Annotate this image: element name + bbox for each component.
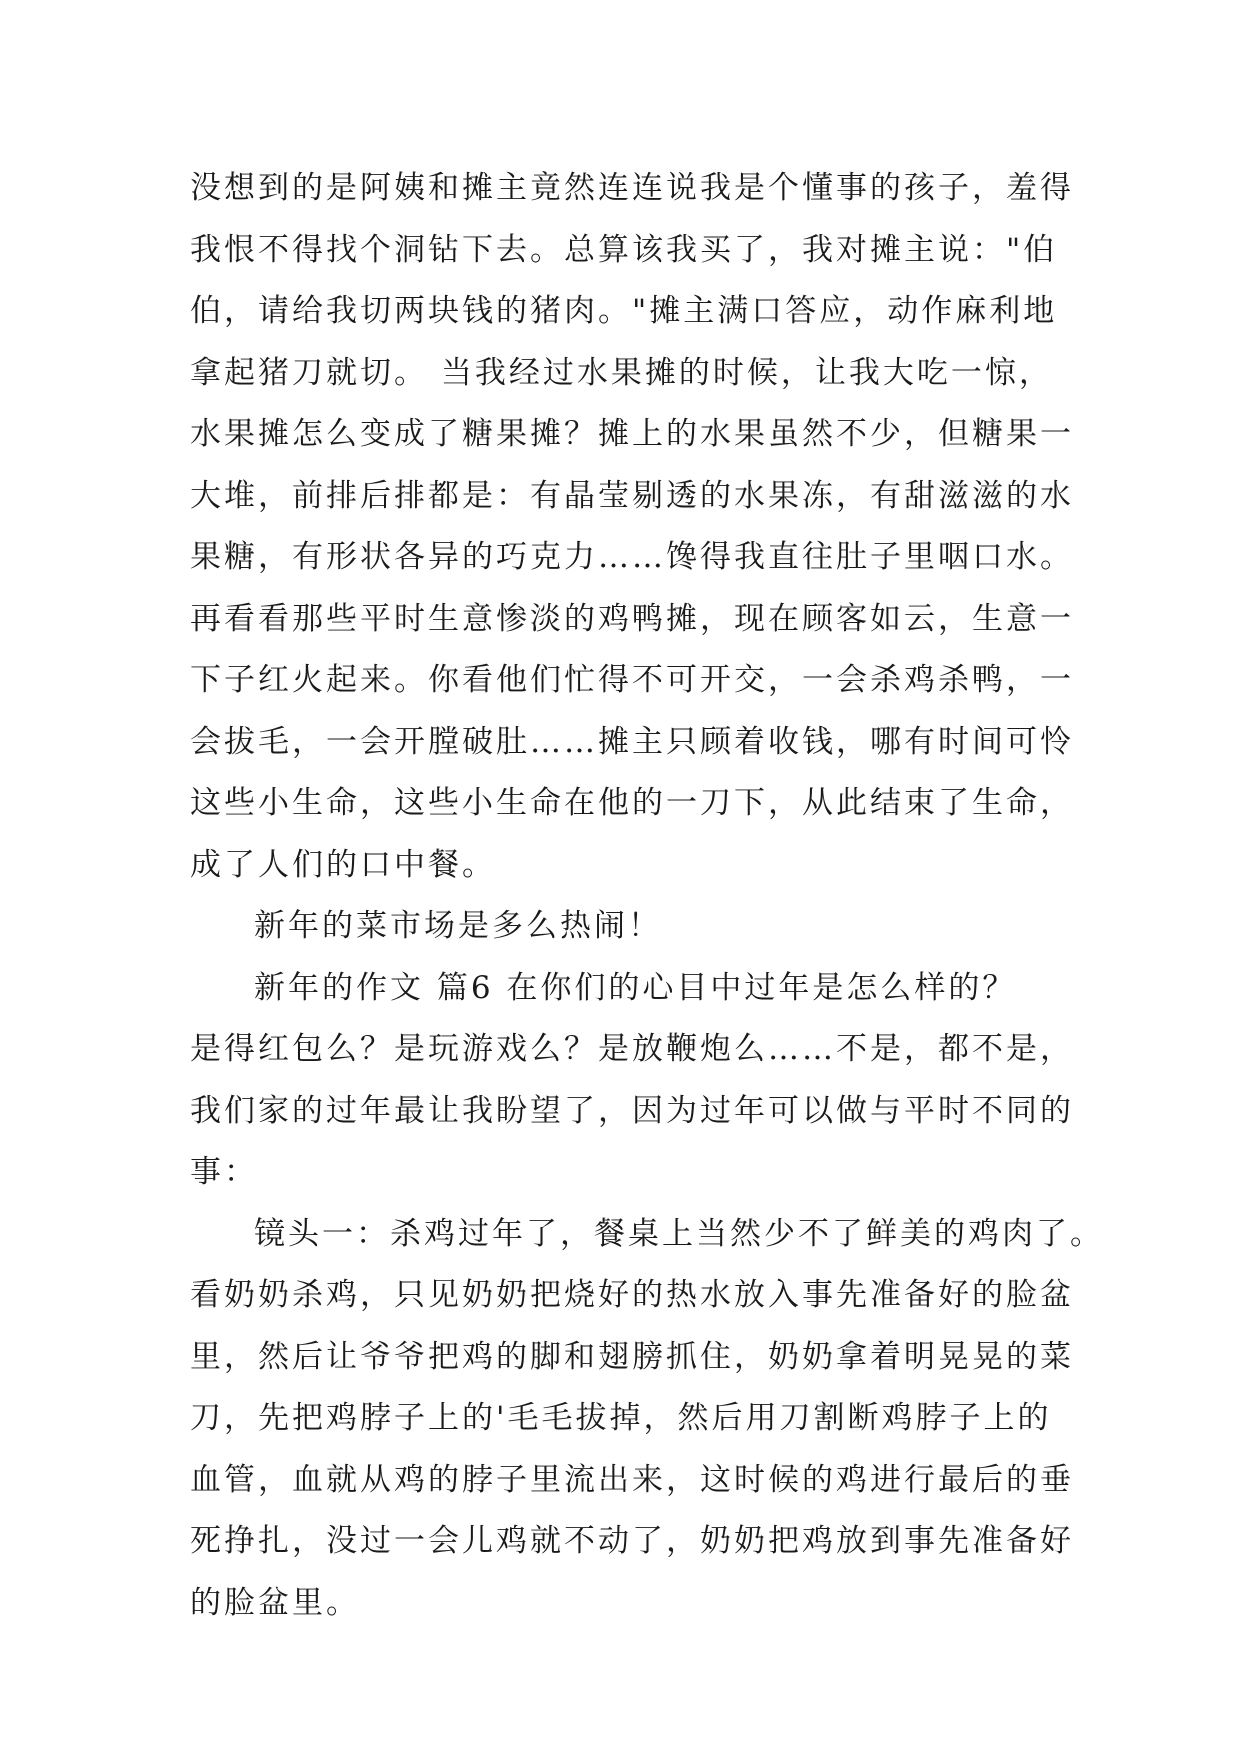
- text-line: 下子红火起来。你看他们忙得不可开交，一会杀鸡杀鸭，一: [190, 662, 1074, 698]
- text-line: 会拔毛，一会开膛破肚……摊主只顾着收钱，哪有时间可怜: [190, 723, 1074, 760]
- text-line: 是得红包么？是玩游戏么？是放鞭炮么……不是，都不是，: [190, 1031, 1074, 1067]
- essay-heading-line: 新年的作文 篇6 在你们的心目中过年是怎么样的？: [254, 969, 1017, 1006]
- text-line: 我们家的过年最让我盼望了，因为过年可以做与平时不同的: [190, 1092, 1074, 1129]
- text-line: 我恨不得找个洞钻下去。总算该我买了，我对摊主说："伯: [190, 231, 1058, 268]
- text-line: 看奶奶杀鸡，只见奶奶把烧好的热水放入事先准备好的脸盆: [190, 1277, 1074, 1313]
- text-line: 水果摊怎么变成了糖果摊？摊上的水果虽然不少，但糖果一: [190, 416, 1074, 452]
- paragraph-summary: 新年的菜市场是多么热闹！: [254, 908, 662, 944]
- text-line: 再看看那些平时生意惨淡的鸡鸭摊，现在顾客如云，生意一: [190, 600, 1074, 637]
- text-line: 拿起猪刀就切。 当我经过水果摊的时候，让我大吃一惊，: [190, 354, 1053, 391]
- scene-one-intro: 镜头一：杀鸡过年了，餐桌上当然少不了鲜美的鸡肉了。: [254, 1215, 1104, 1252]
- text-line: 事：: [190, 1154, 258, 1190]
- text-line: 伯，请给我切两块钱的猪肉。"摊主满口答应，动作麻利地: [190, 293, 1058, 329]
- article-body: [190, 158, 1104, 1634]
- text-line: 死挣扎，没过一会儿鸡就不动了，奶奶把鸡放到事先准备好: [190, 1523, 1074, 1559]
- text-line: 没想到的是阿姨和摊主竟然连连说我是个懂事的孩子，羞得: [190, 170, 1074, 206]
- text-line: 大堆，前排后排都是：有晶莹剔透的水果冻，有甜滋滋的水: [190, 477, 1074, 514]
- text-line: 里，然后让爷爷把鸡的脚和翅膀抓住，奶奶拿着明晃晃的菜: [190, 1338, 1074, 1375]
- text-line: 的脸盆里。: [190, 1584, 360, 1621]
- text-line: 果糖，有形状各异的巧克力……馋得我直往肚子里咽口水。: [190, 539, 1074, 575]
- text-line: 刀，先把鸡脖子上的'毛毛拔掉，然后用刀割断鸡脖子上的: [190, 1400, 1052, 1436]
- text-line: 血管，血就从鸡的脖子里流出来，这时候的鸡进行最后的垂: [190, 1461, 1074, 1498]
- text-line: 成了人们的口中餐。: [190, 846, 496, 883]
- text-line: 这些小生命，这些小生命在他的一刀下，从此结束了生命，: [190, 785, 1074, 821]
